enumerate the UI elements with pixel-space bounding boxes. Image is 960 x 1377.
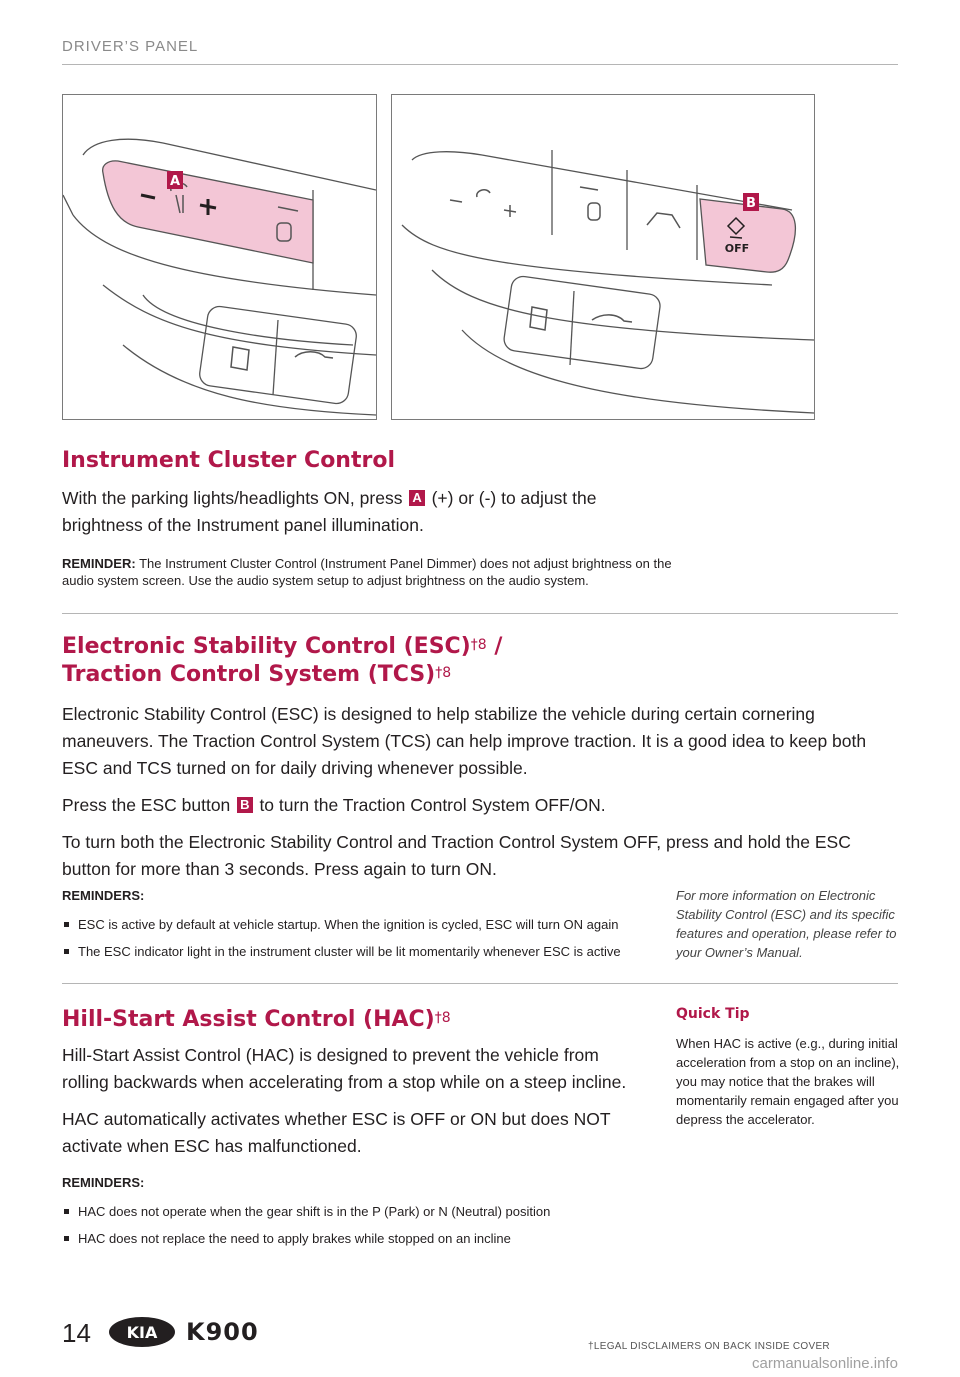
list-item: HAC does not replace the need to apply brakes while stopped on an incline (62, 1230, 632, 1247)
page-number: 14 (62, 1318, 91, 1348)
esc-para-2-pre: Press the ESC button (62, 795, 231, 815)
list-item: HAC does not operate when the gear shift is in the P (Park) or N (Neutral) position (62, 1203, 632, 1220)
esc-para-2 (62, 792, 898, 819)
kia-logo-icon (108, 1316, 176, 1348)
callout-b-label: B (746, 196, 756, 211)
quick-tip-title: Quick Tip (676, 1006, 750, 1022)
esc-off-text: OFF (724, 242, 750, 255)
hac-title-sup: †8 (434, 1010, 451, 1026)
quick-tip-body: When HAC is active (e.g., during initial acceleration from a stop on an incline), you may notice that the brakes will momentarily remain engaged after you depress the accelerator. (676, 1036, 900, 1127)
legal-disclaimer: †LEGAL DISCLAIMERS ON BACK INSIDE COVER (588, 1341, 830, 1352)
esc-para-1: Electronic Stability Control (ESC) is designed to help stabilize the vehicle during certain cornering maneuvers. The Traction Control System (TCS) can help improve traction. It is a good idea to keep both ESC and TCS turned on for daily driving whenever possible. (62, 704, 867, 778)
hac-reminders-list (62, 1203, 632, 1247)
icc-reminder-label: REMINDER: (62, 556, 136, 571)
icc-reminder (62, 555, 672, 589)
hac-reminders-label: REMINDERS: (62, 1175, 145, 1190)
esc-title (62, 633, 898, 689)
kia-logo-text: KIA (126, 1323, 158, 1342)
hac-para-2: HAC automatically activates whether ESC is OFF or ON but does NOT activate when ESC has malfunctioned. (62, 1109, 611, 1156)
watermark: carmanualsonline.info (752, 1355, 898, 1372)
esc-reminders (62, 887, 662, 970)
esc-para-2-post: to turn the Traction Control System OFF/ON. (259, 795, 606, 815)
esc-side-note: For more information on Electronic Stability Control (ESC) and its specific features and operation, please refer to your Owner’s Manual. (676, 888, 897, 960)
divider-2 (62, 983, 898, 984)
model-name: K900 (186, 1318, 259, 1346)
kia-logo (108, 1316, 176, 1348)
icc-body-post: (+) or (-) to adjust the brightness of the Instrument panel illumination. (62, 488, 597, 535)
list-item: ESC is active by default at vehicle startup. When the ignition is cycled, ESC will turn ON again (62, 916, 662, 933)
esc-reminders-label: REMINDERS: (62, 888, 145, 903)
esc-badge-b: B (237, 797, 252, 813)
icc-title: Instrument Cluster Control (62, 448, 395, 473)
icc-body (62, 485, 622, 539)
esc-button-illustration (392, 95, 814, 419)
icc-body-pre: With the parking lights/headlights ON, press (62, 488, 403, 508)
header-rule (62, 64, 898, 65)
esc-para-3: To turn both the Electronic Stability Control and Traction Control System OFF, press and hold the ESC button for more than 3 seconds. Press again to turn ON. (62, 832, 851, 879)
icc-badge-a: A (409, 490, 424, 506)
icc-reminder-text: The Instrument Cluster Control (Instrument Panel Dimmer) does not adjust brightness on the audio system screen. Use the audio system setup to adjust brightness on the audio system. (62, 556, 672, 588)
hac-title (62, 1006, 632, 1034)
figure-dimmer-switch (62, 94, 377, 420)
figure-esc-button (391, 94, 815, 420)
esc-reminders-list (62, 916, 662, 960)
esc-title-line1: Electronic Stability Control (ESC) (62, 634, 471, 659)
list-item: The ESC indicator light in the instrument cluster will be lit momentarily whenever ESC is active (62, 943, 662, 960)
esc-title-sup2: †8 (435, 665, 452, 681)
dimmer-switch-illustration (63, 95, 376, 419)
hac-para-1: Hill-Start Assist Control (HAC) is designed to prevent the vehicle from rolling backwards when accelerating from a stop while on a steep incline. (62, 1045, 627, 1092)
icc-section (62, 447, 898, 589)
esc-section (62, 633, 898, 883)
hac-title-text: Hill-Start Assist Control (HAC) (62, 1007, 435, 1032)
section-label: DRIVER’S PANEL (62, 38, 199, 55)
esc-title-line2: Traction Control System (TCS) (62, 662, 436, 687)
esc-title-sep: / (486, 634, 503, 659)
divider-1 (62, 613, 898, 614)
hac-section (62, 1006, 632, 1257)
quick-tip (676, 1006, 902, 1129)
callout-a-label: A (169, 174, 181, 189)
esc-title-sup1: †8 (470, 637, 487, 653)
